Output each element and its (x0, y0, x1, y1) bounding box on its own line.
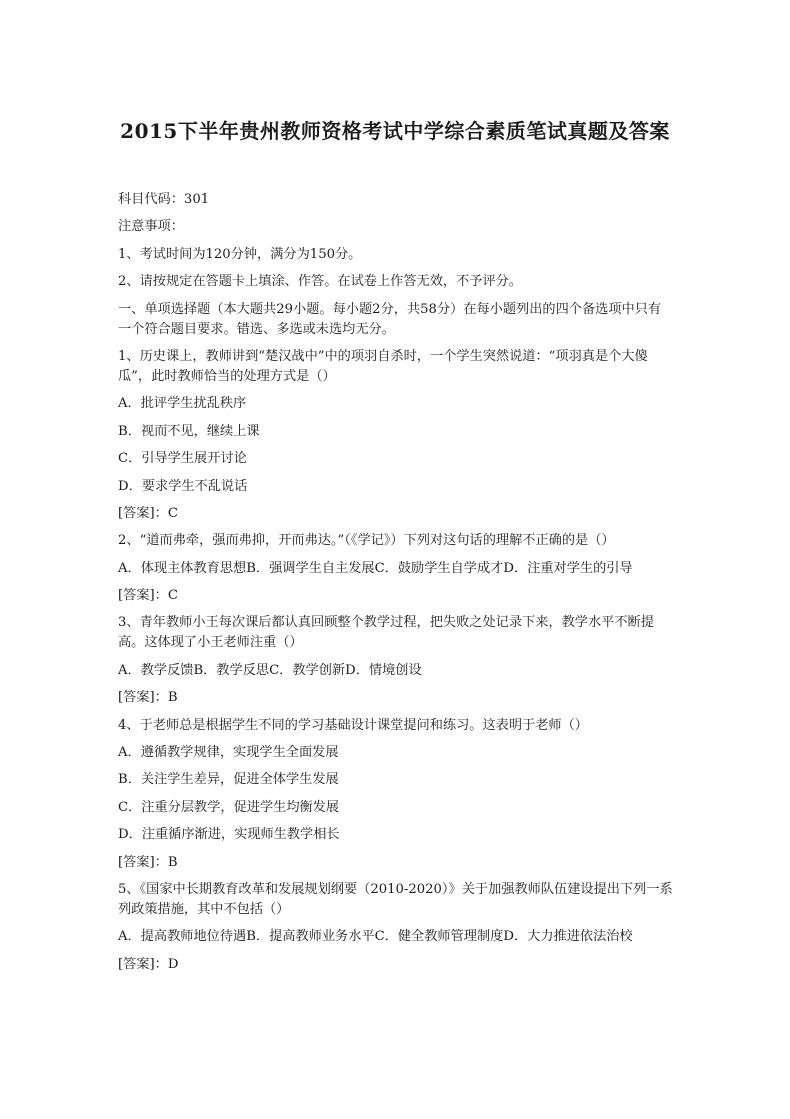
section-heading: 一、单项选择题（本大题共29小题。每小题2分，共58分）在每小题列出的四个备选项中只有一个符合题目要求。错选、多选或未选均无分。 (118, 301, 662, 337)
answer-line: [答案]：B (118, 854, 178, 870)
document-body (118, 190, 674, 982)
question-stem: 1、历史课上，教师讲到“楚汉战中”中的项羽自杀时，一个学生突然说道：“项羽真是个大傻瓜”，此时教师恰当的处理方式是（） (118, 348, 648, 384)
question-stem: 4、于老师总是根据学生不同的学习基础设计课堂提问和练习。这表明于老师（） (118, 717, 588, 733)
answer-line: [答案]：C (118, 505, 178, 521)
question-option: D．要求学生不乱说话 (118, 478, 248, 494)
question-options-inline: A．体现主体教育思想B．强调学生自主发展C．鼓励学生自学成才D．注重对学生的引导 (118, 560, 633, 576)
notice-heading: 注意事项： (118, 219, 184, 235)
question-option: C．引导学生展开讨论 (118, 451, 247, 467)
question-option: B．视而不见，继续上课 (118, 423, 260, 439)
question-option: D．注重循序渐进，实现师生教学相长 (118, 827, 340, 843)
question-option: C．注重分层教学，促进学生均衡发展 (118, 799, 340, 815)
question-options-inline: A．提高教师地位待遇B．提高教师业务水平C．健全教师管理制度D．大力推进依法治校 (118, 929, 633, 945)
question-option: A．遵循教学规律，实现学生全面发展 (118, 745, 339, 761)
notice-item: 1、考试时间为120分钟，满分为150分。 (118, 246, 362, 262)
document-title: 2015下半年贵州教师资格考试中学综合素质笔试真题及答案 (120, 119, 670, 143)
answer-line: [答案]：D (118, 956, 179, 972)
question-stem: 2、“道而弗牵，强而弗抑，开而弗达。”（《学记》）下列对这句话的理解不正确的是（） (118, 533, 615, 549)
answer-line: [答案]：B (118, 690, 178, 706)
question-options-inline: A．教学反馈B．教学反思C．教学创新D．情境创设 (118, 662, 422, 678)
question-stem: 5、《国家中长期教育改革和发展规划纲要（2010-2020）》关于加强教师队伍建设提出下列一系列政策措施，其中不包括（） (118, 881, 673, 917)
question-option: B．关注学生差异，促进全体学生发展 (118, 772, 339, 788)
question-stem: 3、青年教师小王每次课后都认真回顾整个教学过程，把失败之处记录下来，教学水平不断提高。这体现了小王老师注重（） (118, 615, 654, 651)
subject-code: 科目代码：301 (118, 192, 210, 207)
question-option: A．批评学生扰乱秩序 (118, 396, 247, 412)
notice-item: 2、请按规定在答题卡上填涂、作答。在试卷上作答无效，不予评分。 (118, 274, 523, 290)
answer-line: [答案]：C (118, 588, 178, 604)
